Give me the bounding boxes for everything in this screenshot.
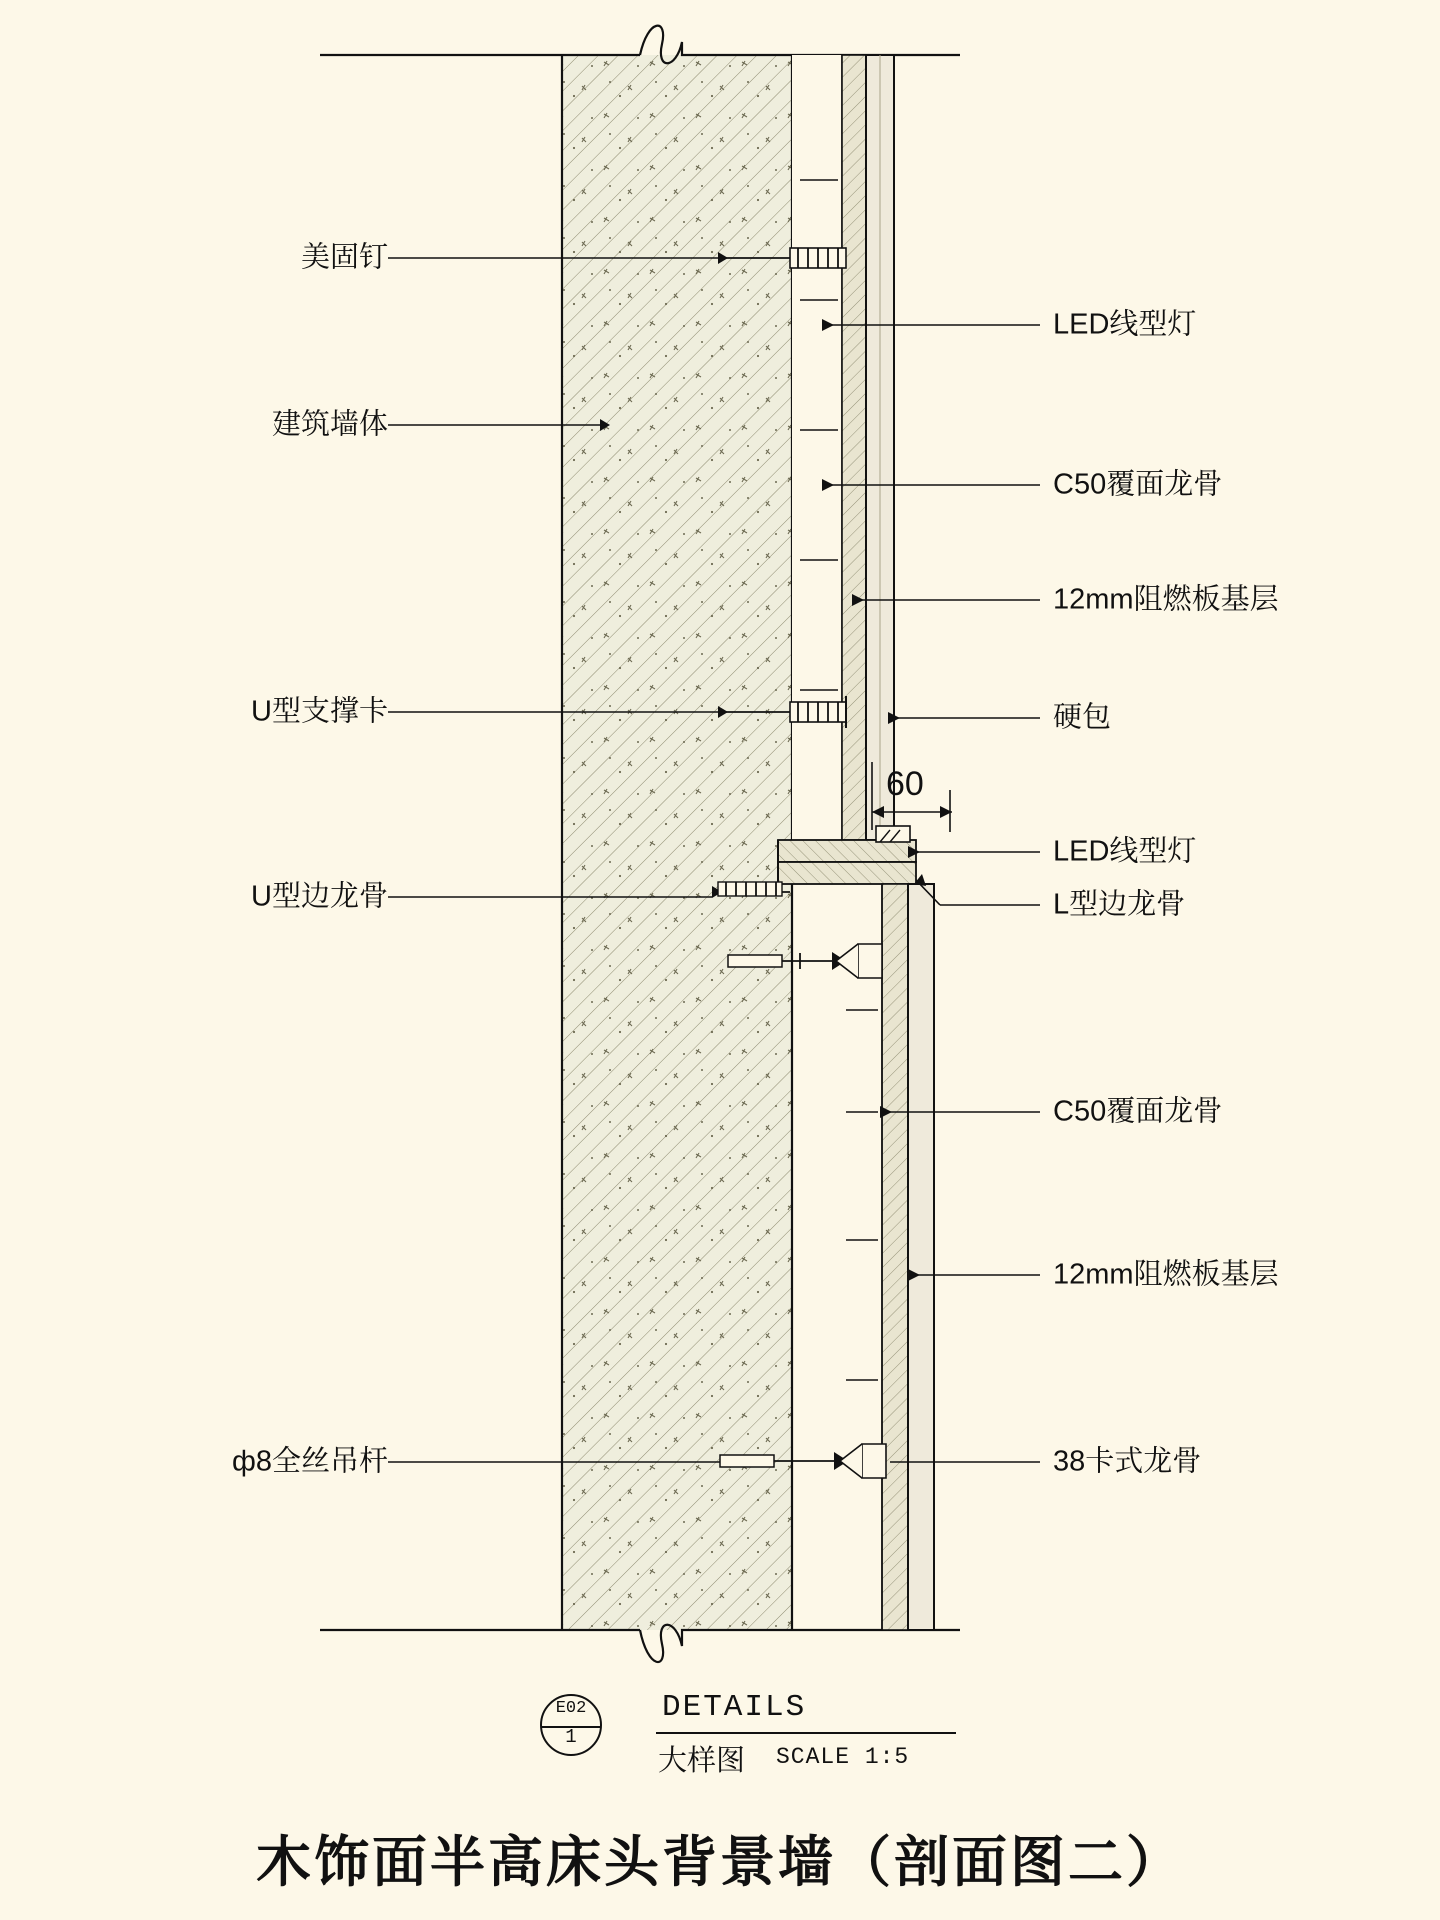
label-fire-board-lower: 12mm阻燃板基层 xyxy=(1053,1258,1279,1291)
detail-tag-english: DETAILS xyxy=(662,1690,807,1725)
upper-wall-buildup xyxy=(792,55,894,855)
label-u-support-clip: U型支撑卡 xyxy=(251,695,388,728)
break-line-bottom xyxy=(320,1625,960,1662)
label-c50-keel-lower: C50覆面龙骨 xyxy=(1053,1095,1223,1128)
label-led-linear-light-ledge: LED线型灯 xyxy=(1053,835,1197,868)
label-led-linear-light-upper: LED线型灯 xyxy=(1053,308,1197,341)
architectural-wall xyxy=(562,55,792,1630)
u-edge-keel-fastener xyxy=(712,882,790,898)
label-anchor-screw: 美固钉 xyxy=(300,241,388,274)
label-u-edge-keel: U型边龙骨 xyxy=(251,880,388,913)
detail-tag-chinese: 大样图 xyxy=(658,1745,746,1777)
c50-keel-lower xyxy=(846,1010,878,1380)
label-architectural-wall: 建筑墙体 xyxy=(271,408,388,441)
lower-wall-buildup xyxy=(882,884,934,1630)
label-threaded-rod: ф8全丝吊杆 xyxy=(232,1445,388,1478)
detail-tag-rule xyxy=(656,1732,956,1734)
led-linear-light-ledge xyxy=(876,826,910,842)
label-soft-pack: 硬包 xyxy=(1053,701,1112,734)
label-fire-board-upper: 12mm阻燃板基层 xyxy=(1053,583,1279,616)
detail-tag-number: 1 xyxy=(565,1726,577,1748)
detail-tag xyxy=(540,1690,960,1780)
label-38-clip-keel: 38卡式龙骨 xyxy=(1053,1445,1202,1478)
drawing-title: 木饰面半高床头背景墙（剖面图二） xyxy=(255,1831,1184,1893)
ledge-shelf xyxy=(778,840,916,884)
dimension-value-60: 60 xyxy=(886,765,924,803)
detail-tag-code: E02 xyxy=(555,1699,587,1718)
label-l-edge-keel: L型边龙骨 xyxy=(1053,888,1186,921)
detail-tag-scale: SCALE 1:5 xyxy=(776,1744,910,1770)
label-c50-keel-upper: C50覆面龙骨 xyxy=(1053,468,1223,501)
